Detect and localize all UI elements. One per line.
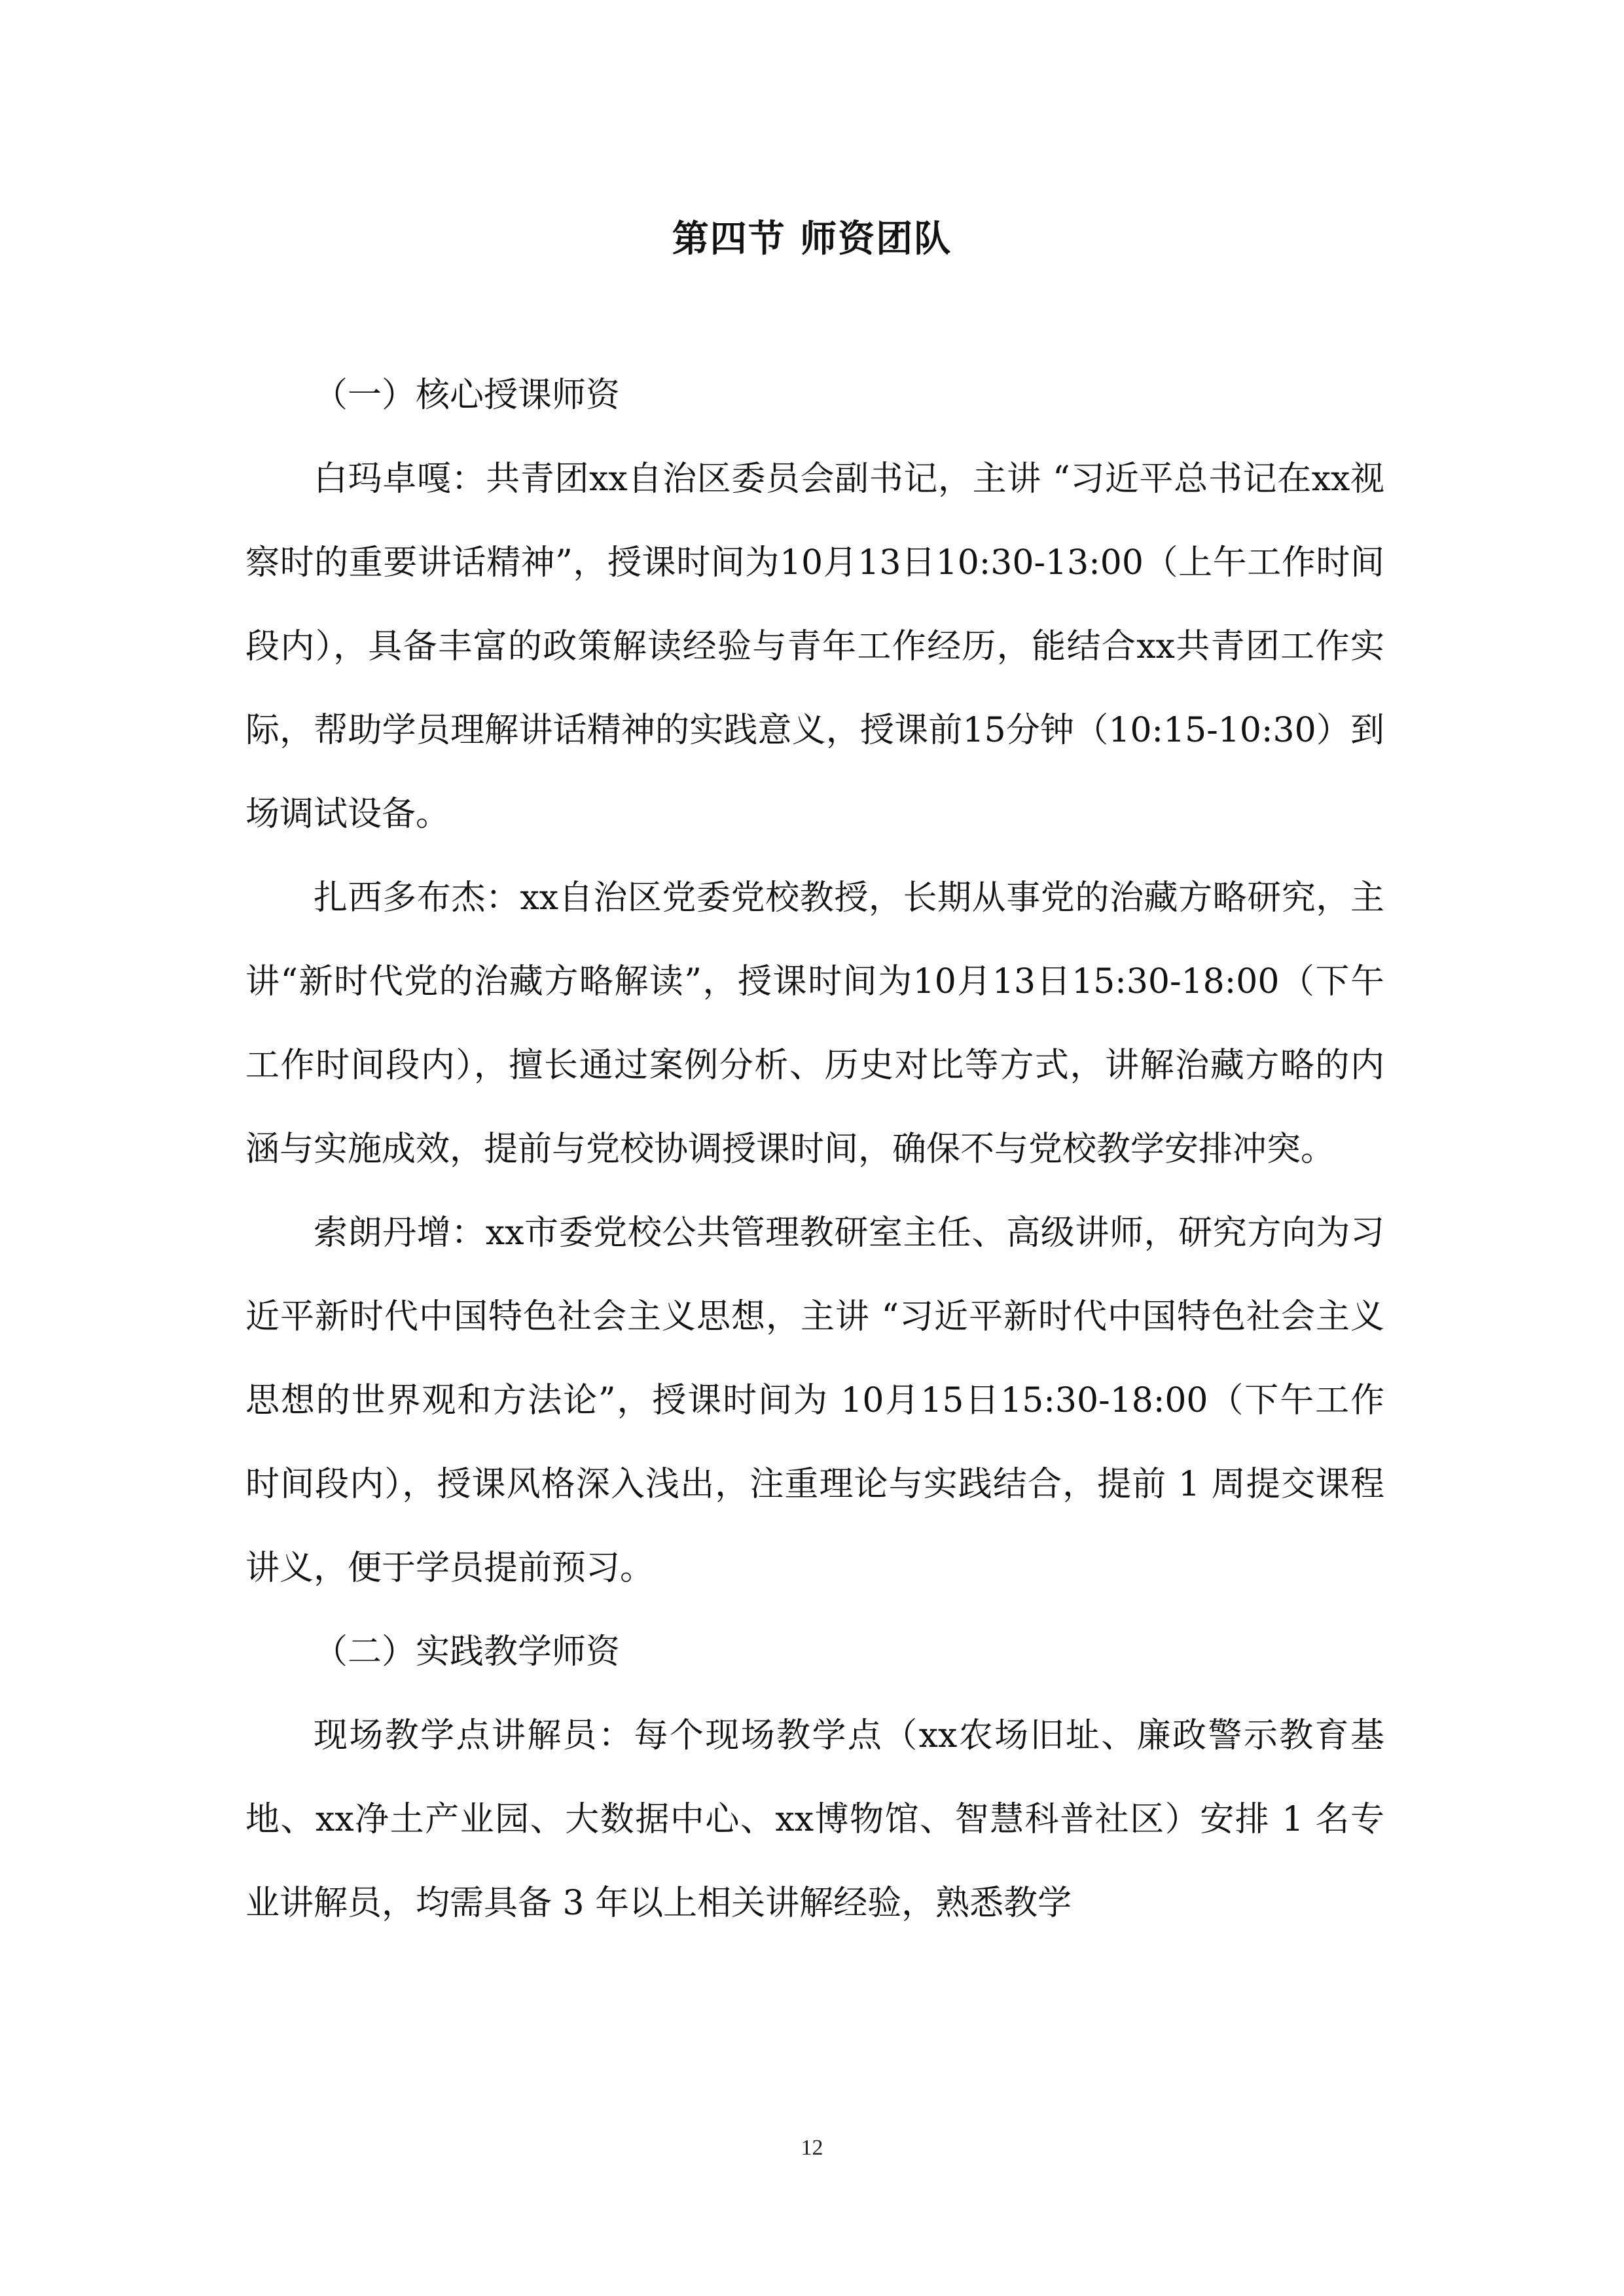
section-title: 第四节 师资团队 [672,218,952,260]
body-text [245,353,1384,1945]
paragraph-teacher-1: 白玛卓嘎：共青团xx自治区委员会副书记，主讲 “习近平总书记在xx视察时的重要讲话精神”，授课时间为10月13日10:30-13:00（上午工作时间段内），具备丰富的政策解读经验与青年工作经历，能结合xx共青团工作实际，帮助学员理解讲话精神的实践意义，授课前15分钟（10:15-10:30）到场调试设备。 [245,459,1384,834]
paragraph-teacher-2: 扎西多布杰：xx自治区党委党校教授，长期从事党的治藏方略研究，主讲“新时代党的治藏方略解读”，授课时间为10月13日15:30-18:00（下午工作时间段内），擅长通过案例分析、历史对比等方式，讲解治藏方略的内涵与实施成效，提前与党校协调授课时间，确保不与党校教学安排冲突。 [245,878,1384,1169]
subheading-practice-teachers: （二）实践教学师资 [314,1632,621,1672]
paragraph-teacher-3: 索朗丹增：xx市委党校公共管理教研室主任、高级讲师，研究方向为习近平新时代中国特色社会主义思想，主讲 “习近平新时代中国特色社会主义思想的世界观和方法论”，授课时间为 10月15日15:30-18:00（下午工作时间段内），授课风格深入浅出，注重理论与实践结合，提前 1 周提交课程讲义，便于学员提前预习。 [245,1213,1384,1588]
paragraph-guides: 现场教学点讲解员：每个现场教学点（xx农场旧址、廉政警示教育基地、xx净土产业园、大数据中心、xx博物馆、智慧科普社区）安排 1 名专业讲解员，均需具备 3 年以上相关讲解经验，熟悉教学 [245,1716,1384,1923]
subheading-core-teachers: （一）核心授课师资 [314,376,621,415]
page-number: 12 [801,2136,823,2160]
